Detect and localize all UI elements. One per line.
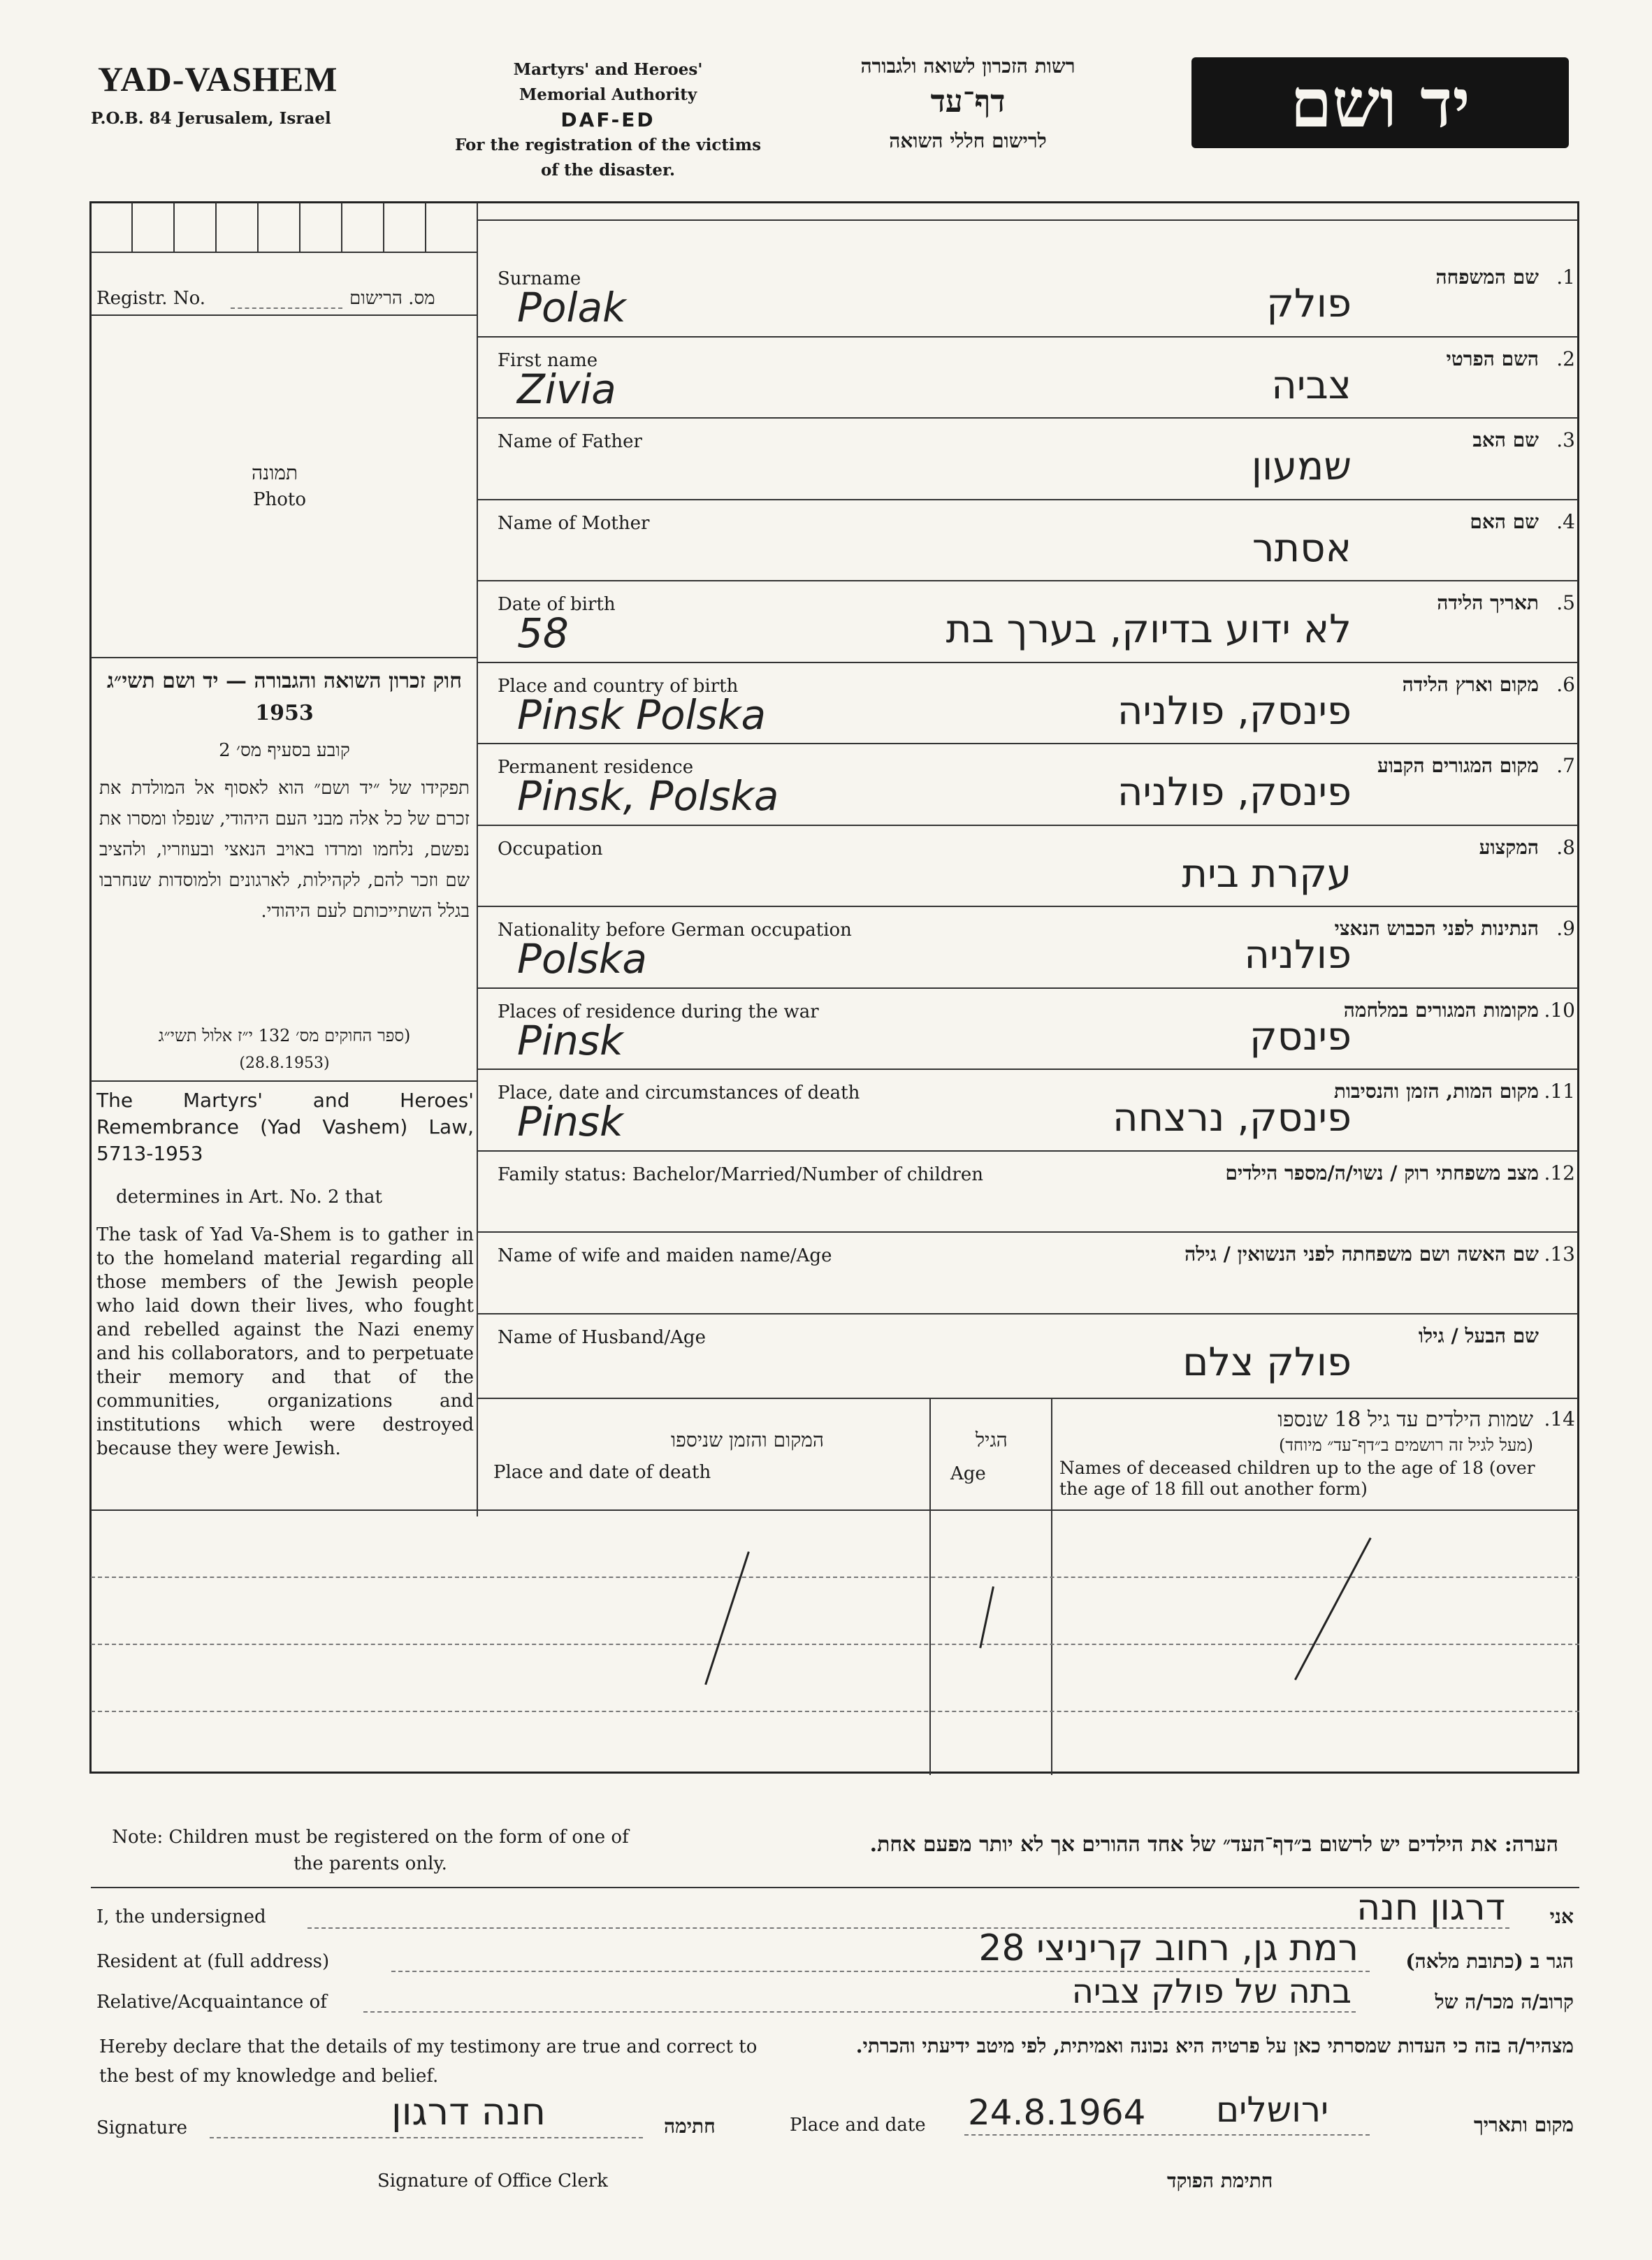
children-row-line — [91, 1577, 1579, 1578]
field-rule — [477, 336, 1578, 338]
clerk-label-he: חתימת הפוקד — [1167, 2169, 1273, 2192]
field-number: 5. — [1556, 591, 1575, 614]
law-date: (28.8.1953) — [239, 1055, 330, 1072]
children-age-en: Age — [950, 1463, 986, 1484]
field-label: Name of wife and maiden name/Age — [498, 1245, 832, 1266]
place-date-label-he: מקום ותאריך — [1473, 2113, 1574, 2136]
authority-en: Martyrs' and Heroes' Memorial Authority — [513, 60, 703, 104]
field-number: 8. — [1556, 836, 1575, 859]
signature-line — [210, 2137, 643, 2138]
field-rule — [477, 825, 1578, 826]
field-number: 7. — [1556, 754, 1575, 777]
resident-label-he: הגר ב (כתובת מלאה) — [1405, 1950, 1574, 1973]
field-label-he: שם האם — [1470, 510, 1539, 533]
children-num: 14. — [1544, 1407, 1575, 1430]
field-value-he: פינסק, פולניה — [1117, 688, 1352, 734]
field-label: Permanent residence — [498, 757, 694, 778]
field-label: First name — [498, 350, 598, 371]
field-label: Name of Father — [498, 431, 642, 452]
photo-rule — [91, 657, 477, 658]
field-label: Place and country of birth — [498, 676, 739, 697]
law-title-he: חוק זכרון השואה והגבורה — יד ושם תשי״ג 1953 — [107, 669, 462, 725]
field-value: Polska — [517, 935, 647, 983]
law-determines-en: determines in Art. No. 2 that — [116, 1187, 382, 1208]
children-place-en: Place and date of death — [493, 1462, 711, 1483]
place-date-line — [964, 2134, 1370, 2136]
top-rule — [477, 219, 1578, 221]
field-value-he: פולניה — [1244, 932, 1352, 978]
field-rule — [477, 743, 1578, 744]
children-divider-1 — [929, 1398, 931, 1775]
field-label-he: מקום וארץ הלידה — [1402, 673, 1539, 696]
photo-label-he: תמונה — [252, 461, 298, 484]
note-he: הערה: את הילדים יש לרשום ב״דף־העד״ של אחד ההורים אך לא יותר מפעם אחת. — [869, 1832, 1558, 1857]
field-value: Pinsk — [517, 1017, 623, 1064]
field-value: Pinsk, Polska — [517, 772, 779, 820]
field-label: Places of residence during the war — [498, 1001, 819, 1022]
field-number: 1. — [1556, 266, 1575, 289]
signature-label-he: חתימה — [664, 2115, 716, 2138]
field-value: Zivia — [517, 365, 616, 413]
field-label-he: שם האב — [1472, 428, 1539, 451]
org-title: YAD-VASHEM — [98, 59, 338, 99]
undersigned-label-he: אני — [1549, 1905, 1574, 1928]
registr-label: Registr. No. — [96, 288, 206, 309]
digit-box-divider — [215, 203, 217, 252]
field-number: 4. — [1556, 510, 1575, 533]
field-value-he: שמעון — [1251, 444, 1352, 489]
place-date-label: Place and date — [790, 2115, 926, 2136]
field-number: 2. — [1556, 347, 1575, 370]
undersigned-label: I, the undersigned — [96, 1906, 266, 1927]
purpose-he: לרישום חללי השואה — [889, 129, 1047, 152]
law-source-he: (ספר החוקים מס׳ 132 י״ז אלול תשי״ג — [158, 1026, 411, 1045]
field-label-he: שם האשה ושם משפחתה לפני הנשואין / גילה — [1184, 1243, 1539, 1266]
field-label: Nationality before German occupation — [498, 920, 852, 941]
field-value-he: לא ידוע בדיוק, בערך בת — [945, 607, 1352, 652]
law-text-he: תפקידו של ״יד ושם״ הוא לאסוף אל המולדת את זכרם של כל אלה מבני העם היהודי, שנפלו ומסרו את נפשם, נלחמו ומרדו באויב הנאצי ובעוזריו, ולהציב שם וזכר להם, לקהילות, לארגונים ולמוסדות שנחרבו בגלל השתייכותם לעם היהודי. — [99, 778, 470, 922]
field-number: 9. — [1556, 917, 1575, 940]
digit-box-divider — [131, 203, 133, 252]
header-hebrew — [807, 55, 1129, 153]
field-label-he: שם הבעל / גילו — [1418, 1324, 1539, 1347]
field-label-he: הנתינות לפני הכבוש הנאצי — [1334, 917, 1539, 940]
field-rule — [477, 662, 1578, 663]
field-label-he: מקום המות, הזמן והנסיבות — [1333, 1080, 1539, 1103]
relative-label: Relative/Acquaintance of — [96, 1992, 327, 2013]
field-label-he: תאריך הלידה — [1437, 591, 1539, 614]
field-label: Date of birth — [498, 594, 616, 615]
field-label-he: מקום המגורים הקבוע — [1377, 754, 1539, 777]
children-place-he: המקום והזמן שניספו — [671, 1428, 824, 1451]
field-value-he: פינסק, פולניה — [1117, 769, 1352, 815]
field-label-he: השם הפרטי — [1446, 347, 1539, 370]
photo-label: Photo — [253, 489, 306, 510]
digit-box-divider — [299, 203, 300, 252]
law-title-en: The Martyrs' and Heroes' Remembrance (Yad Vashem) Law, 5713-1953 — [96, 1089, 474, 1165]
relative-label-he: קרוב/ה מכר/ה של — [1435, 1990, 1574, 2013]
form-name: DAF-ED — [560, 108, 655, 131]
declare-en: Hereby declare that the details of my testimony are true and correct to the best of my knowledge and belief. — [99, 2036, 758, 2087]
field-label-he: מקומות המגורים במלחמה — [1343, 999, 1539, 1022]
field-label-he: שם המשפחה — [1435, 266, 1539, 289]
field-value: Polak — [517, 284, 626, 331]
law-rule — [91, 1080, 477, 1082]
field-value: Pinsk Polska — [517, 691, 767, 739]
field-label: Name of Husband/Age — [498, 1327, 706, 1348]
resident-label: Resident at (full address) — [96, 1951, 330, 1972]
registr-label-he: מס. הרישום — [349, 288, 435, 309]
clerk-label: Signature of Office Clerk — [377, 2171, 608, 2192]
digit-box-divider — [425, 203, 426, 252]
field-rule — [477, 1231, 1578, 1233]
field-number: 13. — [1544, 1243, 1575, 1266]
digit-box-divider — [257, 203, 259, 252]
authority-he: רשות הזכרון לשואה ולגבורה — [860, 55, 1075, 78]
field-rule — [477, 1150, 1578, 1152]
children-row-line — [91, 1711, 1579, 1712]
field-value-he: פינסק, נרצחה — [1112, 1095, 1352, 1140]
field-rule — [477, 580, 1578, 581]
field-rule — [477, 1069, 1578, 1070]
note-en: Note: Children must be registered on the form of one of the parents only. — [112, 1827, 629, 1874]
header-center — [447, 57, 769, 183]
form-name-he: דף־עד — [930, 84, 1006, 119]
digit-box-divider — [383, 203, 384, 252]
field-label: Place, date and circumstances of death — [498, 1082, 860, 1103]
field-rule — [477, 499, 1578, 500]
signature-label: Signature — [96, 2117, 188, 2138]
field-value-he: עקרת בית — [1182, 851, 1352, 897]
field-label-he: המקצוע — [1479, 836, 1539, 859]
org-address: P.O.B. 84 Jerusalem, Israel — [91, 109, 331, 128]
children-note-he: (מעל לגיל זה רושמים ב״דף־עד״ מיוחד) — [1279, 1435, 1533, 1455]
children-title-he: שמות הילדים עד גיל 18 שנספו — [1277, 1407, 1533, 1432]
field-label-he: מצב משפחתי רוק / נשוי/ה/מספר הילדים — [1225, 1161, 1539, 1185]
registr-rule — [91, 314, 477, 316]
field-number: 6. — [1556, 673, 1575, 696]
yad-vashem-logo: יד ושם — [1191, 57, 1569, 148]
relative-value: בתה של פולק צביה — [1071, 1972, 1352, 2011]
field-label: Surname — [498, 268, 581, 289]
field-value: 58 — [517, 609, 569, 657]
field-value-he: פינסק — [1249, 1014, 1352, 1059]
place-value: ירושלים — [1216, 2089, 1329, 2130]
field-label: Name of Mother — [498, 513, 650, 534]
children-divider-2 — [1051, 1398, 1052, 1775]
declare-he: מצהיר/ה בזה כי העדות שמסרתי כאן על פרטיה היא נכונה ואמיתית, לפי מיטב ידיעתי והכרתי. — [855, 2034, 1574, 2057]
relative-line — [363, 2011, 1356, 2013]
field-rule — [477, 906, 1578, 907]
children-age-he: הגיל — [976, 1428, 1008, 1451]
field-value-he: פולק צלם — [1182, 1340, 1352, 1385]
column-divider — [477, 203, 478, 1516]
law-clause-he: קובע בסעיף מס׳ 2 — [219, 740, 350, 761]
digit-box-divider — [341, 203, 342, 252]
field-value-he: צביה — [1271, 363, 1352, 408]
field-value-he: אסתר — [1252, 526, 1352, 571]
digit-box-bottom — [91, 252, 477, 253]
field-number: 12. — [1544, 1161, 1575, 1185]
children-row-line — [91, 1644, 1579, 1645]
field-rule — [477, 987, 1578, 989]
children-top-rule — [477, 1398, 1578, 1399]
field-rule — [477, 417, 1578, 419]
field-rule — [477, 1313, 1578, 1314]
field-number: 10. — [1544, 999, 1575, 1022]
signature-value: חנה דרגון — [391, 2089, 546, 2134]
resident-value: רמת גן, רחוב קריניצי 28 — [978, 1927, 1358, 1969]
field-number: 3. — [1556, 428, 1575, 451]
law-text-en: The task of Yad Va-Shem is to gather in to the homeland material regarding all those members of the Jewish people who laid down their lives, who fought and rebelled against the Nazi enemy and his collaborators, and to perpetuate their memory and that of the communities, organizations and institutions which were destroyed because they were Jewish. — [96, 1224, 474, 1459]
field-label: Family status: Bachelor/Married/Number of children — [498, 1164, 983, 1185]
field-value: Pinsk — [517, 1098, 623, 1145]
children-title-en: Names of deceased children up to the age of 18 (over the age of 18 fill out another form) — [1059, 1458, 1535, 1499]
field-label: Occupation — [498, 839, 603, 860]
undersigned-value: דרגון חנה — [1356, 1887, 1505, 1929]
field-number: 11. — [1544, 1080, 1575, 1103]
digit-box-divider — [173, 203, 175, 252]
children-header-rule — [91, 1509, 1579, 1511]
purpose-en: For the registration of the victims of the disaster. — [454, 136, 762, 180]
field-value-he: פולק — [1266, 281, 1352, 326]
date-value: 24.8.1964 — [968, 2092, 1146, 2133]
registr-line — [231, 307, 342, 309]
